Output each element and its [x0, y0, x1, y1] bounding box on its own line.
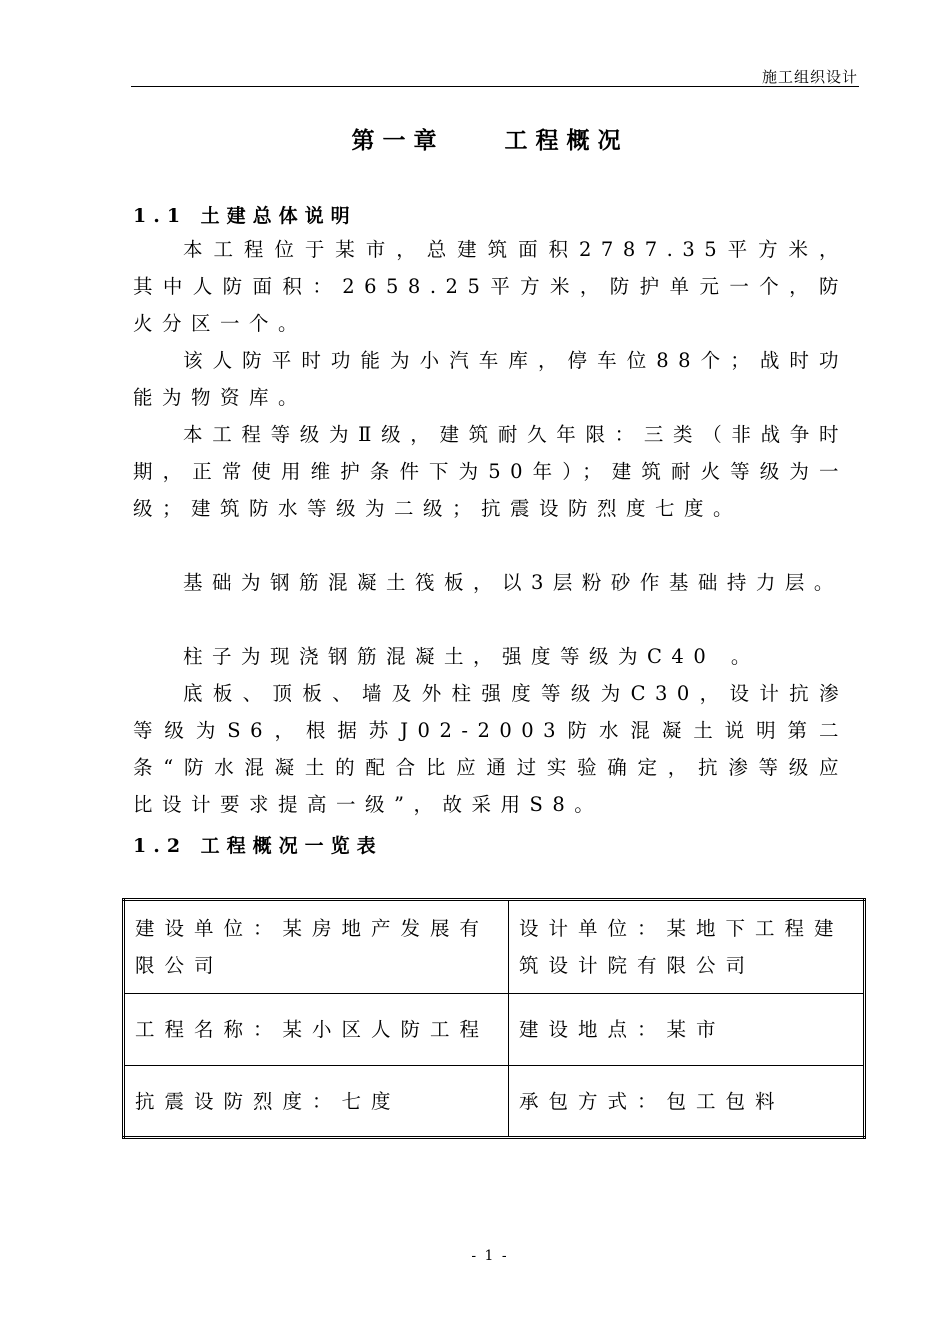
cell-text: 承包方式：包工包料 [519, 1089, 785, 1113]
table-row [124, 900, 865, 994]
section-heading-1-1: 1.1 土建总体说明 [133, 205, 357, 227]
cell-text: 建设地点：某市 [519, 1018, 726, 1041]
cell-text: 工程名称：某小区人防工程 [135, 1018, 490, 1041]
paragraph-location-area: 本工程位于某市，总建筑面积2787.35平方米，其中人防面积：2658.25平方米，防护单元一个，防火分区一个。 [133, 238, 848, 335]
header-doc-title: 施工组织设计 [761, 68, 858, 86]
header-divider [131, 86, 859, 87]
page-number: - 1 - [471, 1248, 509, 1264]
cell-text: 抗震设防烈度：七度 [135, 1089, 401, 1113]
paragraph-columns: 柱子为现浇钢筋混凝土，强度等级为C40 。 [183, 645, 760, 668]
table-cell [509, 1066, 865, 1138]
table-row [124, 1066, 865, 1138]
cell-text: 建设单位：某房地产发展有限公司 [135, 917, 490, 977]
paragraph-grades: 本工程等级为Ⅱ级，建筑耐久年限：三类（非战争时期，正常使用维护条件下为50年）；建筑耐火等级为一级；建筑防水等级为二级；抗震设防烈度七度。 [133, 423, 848, 520]
chapter-name: 工程概况 [504, 127, 629, 154]
paragraph-foundation: 基础为钢筋混凝土筏板，以3层粉砂作基础持力层。 [183, 571, 843, 594]
project-overview-table [122, 898, 866, 1139]
chapter-title [0, 122, 950, 155]
table-cell [509, 994, 865, 1066]
cell-text: 设计单位：某地下工程建筑设计院有限公司 [519, 917, 844, 977]
table-cell [509, 900, 865, 994]
chapter-number: 第一章 [351, 127, 445, 154]
table-cell [124, 900, 509, 994]
paragraph-slab-walls: 底板、顶板、墙及外柱强度等级为C30，设计抗渗等级为S6，根据苏J02-2003防水混凝土说明第二条“防水混凝土的配合比应通过实验确定，抗渗等级应比设计要求提高一级”，故采用S8。 [133, 682, 848, 816]
section-heading-1-2: 1.2 工程概况一览表 [133, 835, 383, 857]
table-cell [124, 1066, 509, 1138]
paragraph-function: 该人防平时功能为小汽车库，停车位88个；战时功能为物资库。 [133, 349, 848, 409]
table-cell [124, 994, 509, 1066]
table-row [124, 994, 865, 1066]
